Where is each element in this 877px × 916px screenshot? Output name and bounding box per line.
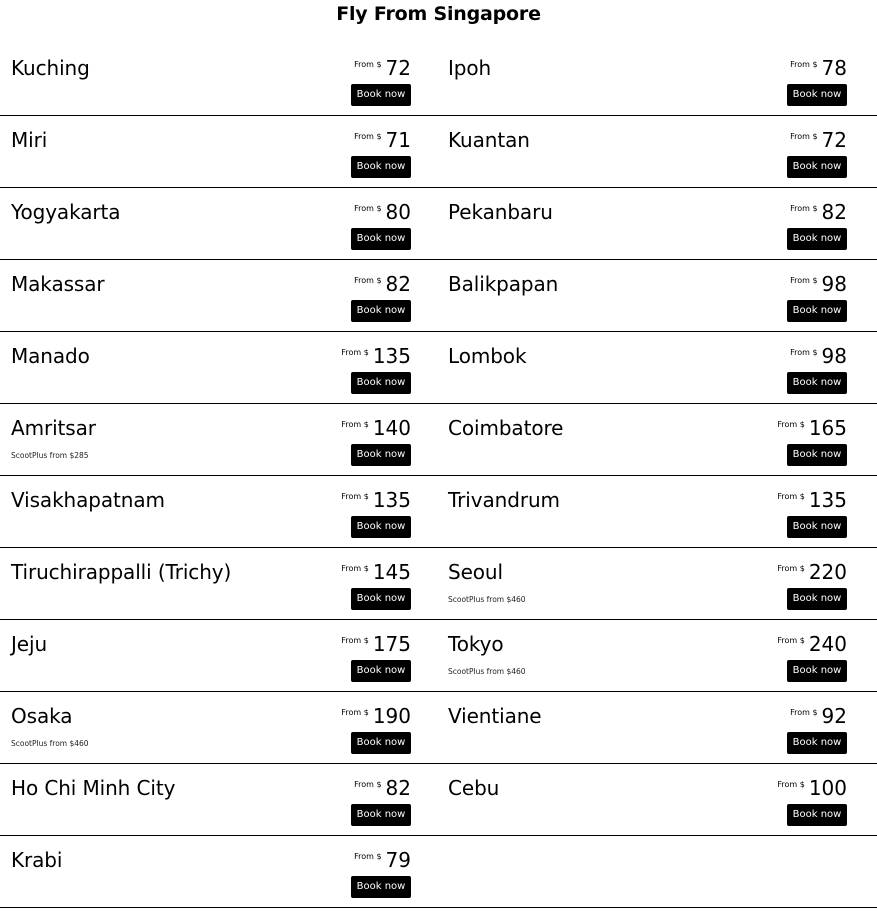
- city-name: Jeju: [11, 632, 48, 656]
- from-label: From $: [777, 636, 805, 645]
- price-value: 72: [385, 56, 411, 80]
- book-now-button[interactable]: Book now: [351, 804, 411, 826]
- destination-card: [437, 692, 877, 763]
- book-now-button[interactable]: Book now: [787, 156, 847, 178]
- from-label: From $: [354, 60, 382, 69]
- price-box: [341, 632, 411, 656]
- price-box: [790, 272, 847, 296]
- destination-row: [0, 188, 877, 260]
- destination-row: [0, 476, 877, 548]
- book-now-button[interactable]: Book now: [351, 444, 411, 466]
- destination-row: [0, 116, 877, 188]
- book-now-button[interactable]: Book now: [787, 228, 847, 250]
- price-box: [354, 272, 411, 296]
- destination-row: [0, 836, 877, 908]
- price-box: [777, 560, 847, 584]
- city-name: Lombok: [448, 344, 527, 368]
- destination-card: [0, 44, 437, 115]
- book-now-button[interactable]: Book now: [351, 372, 411, 394]
- price-value: 82: [821, 200, 847, 224]
- price-box: [777, 776, 847, 800]
- book-now-button[interactable]: Book now: [787, 372, 847, 394]
- book-now-button[interactable]: Book now: [787, 588, 847, 610]
- price-box: [354, 776, 411, 800]
- price-box: [341, 488, 411, 512]
- price-box: [790, 56, 847, 80]
- city-name: Balikpapan: [448, 272, 559, 296]
- city-name: Trivandrum: [448, 488, 560, 512]
- price-box: [354, 200, 411, 224]
- page-title: Fly From Singapore: [336, 3, 541, 25]
- price-box: [341, 416, 411, 440]
- destination-grid: [0, 44, 877, 908]
- destination-row: [0, 692, 877, 764]
- from-label: From $: [790, 60, 818, 69]
- destination-card: [0, 620, 437, 691]
- destination-card: [437, 404, 877, 475]
- price-value: 71: [385, 128, 411, 152]
- price-value: 135: [808, 488, 847, 512]
- book-now-button[interactable]: Book now: [351, 516, 411, 538]
- book-now-button[interactable]: Book now: [787, 804, 847, 826]
- price-value: 240: [808, 632, 847, 656]
- price-box: [354, 128, 411, 152]
- city-name: Pekanbaru: [448, 200, 553, 224]
- destination-card: [0, 476, 437, 547]
- from-label: From $: [354, 204, 382, 213]
- book-now-button[interactable]: Book now: [787, 516, 847, 538]
- city-name: Coimbatore: [448, 416, 564, 440]
- destination-row: [0, 260, 877, 332]
- price-value: 79: [385, 848, 411, 872]
- price-value: 135: [372, 488, 411, 512]
- city-name: Osaka: [11, 704, 73, 728]
- book-now-button[interactable]: Book now: [351, 876, 411, 898]
- book-now-button[interactable]: Book now: [787, 300, 847, 322]
- from-label: From $: [341, 636, 369, 645]
- book-now-button[interactable]: Book now: [351, 156, 411, 178]
- city-name: Visakhapatnam: [11, 488, 165, 512]
- from-label: From $: [341, 708, 369, 717]
- from-label: From $: [790, 708, 818, 717]
- from-label: From $: [790, 204, 818, 213]
- city-name: Manado: [11, 344, 90, 368]
- price-value: 165: [808, 416, 847, 440]
- destination-card: [437, 116, 877, 187]
- from-label: From $: [354, 132, 382, 141]
- book-now-button[interactable]: Book now: [351, 732, 411, 754]
- from-label: From $: [341, 492, 369, 501]
- destination-card: [0, 260, 437, 331]
- city-name: Cebu: [448, 776, 500, 800]
- price-value: 72: [821, 128, 847, 152]
- price-box: [341, 344, 411, 368]
- from-label: From $: [777, 420, 805, 429]
- destination-card: [0, 692, 437, 763]
- destination-card: [437, 44, 877, 115]
- price-box: [341, 560, 411, 584]
- price-value: 135: [372, 344, 411, 368]
- city-name: Kuantan: [448, 128, 530, 152]
- destination-card: [0, 548, 437, 619]
- price-box: [354, 848, 411, 872]
- from-label: From $: [790, 348, 818, 357]
- book-now-button[interactable]: Book now: [351, 588, 411, 610]
- book-now-button[interactable]: Book now: [351, 228, 411, 250]
- destination-row: [0, 548, 877, 620]
- price-value: 82: [385, 776, 411, 800]
- destination-card: [0, 116, 437, 187]
- price-box: [341, 704, 411, 728]
- destination-card: [437, 188, 877, 259]
- destination-card: [437, 548, 877, 619]
- price-value: 78: [821, 56, 847, 80]
- city-name: Amritsar: [11, 416, 96, 440]
- from-label: From $: [777, 564, 805, 573]
- destination-card: [437, 764, 877, 835]
- destination-row: [0, 44, 877, 116]
- price-value: 98: [821, 344, 847, 368]
- price-value: 145: [372, 560, 411, 584]
- price-value: 80: [385, 200, 411, 224]
- book-now-button[interactable]: Book now: [787, 660, 847, 682]
- city-name: Yogyakarta: [11, 200, 121, 224]
- price-box: [777, 416, 847, 440]
- destination-card: [437, 620, 877, 691]
- book-now-button[interactable]: Book now: [787, 84, 847, 106]
- price-box: [354, 56, 411, 80]
- price-box: [790, 128, 847, 152]
- book-now-button[interactable]: Book now: [351, 84, 411, 106]
- city-name: Miri: [11, 128, 48, 152]
- price-box: [790, 344, 847, 368]
- from-label: From $: [790, 132, 818, 141]
- price-value: 98: [821, 272, 847, 296]
- city-name: Ho Chi Minh City: [11, 776, 176, 800]
- book-now-button[interactable]: Book now: [351, 300, 411, 322]
- from-label: From $: [354, 852, 382, 861]
- price-value: 82: [385, 272, 411, 296]
- destination-card: [437, 476, 877, 547]
- price-box: [777, 632, 847, 656]
- price-value: 175: [372, 632, 411, 656]
- destination-row: [0, 620, 877, 692]
- from-label: From $: [354, 276, 382, 285]
- destination-card: [0, 764, 437, 835]
- city-name: Krabi: [11, 848, 63, 872]
- price-box: [790, 704, 847, 728]
- price-value: 190: [372, 704, 411, 728]
- city-name: Ipoh: [448, 56, 492, 80]
- from-label: From $: [341, 420, 369, 429]
- price-value: 100: [808, 776, 847, 800]
- destination-row: [0, 404, 877, 476]
- price-value: 92: [821, 704, 847, 728]
- destination-card: [0, 404, 437, 475]
- city-name: Vientiane: [448, 704, 542, 728]
- scootplus-note: ScootPlus from $285: [11, 451, 89, 460]
- scootplus-note: ScootPlus from $460: [11, 739, 89, 748]
- from-label: From $: [790, 276, 818, 285]
- destination-row: [0, 332, 877, 404]
- city-name: Tokyo: [448, 632, 504, 656]
- destination-row: [0, 764, 877, 836]
- city-name: Seoul: [448, 560, 503, 584]
- city-name: Tiruchirappalli (Trichy): [11, 560, 232, 584]
- empty-cell: [437, 836, 877, 907]
- from-label: From $: [354, 780, 382, 789]
- book-now-button[interactable]: Book now: [351, 660, 411, 682]
- destination-card: [437, 260, 877, 331]
- from-label: From $: [341, 564, 369, 573]
- city-name: Kuching: [11, 56, 90, 80]
- destination-card: [0, 332, 437, 403]
- price-value: 140: [372, 416, 411, 440]
- from-label: From $: [341, 348, 369, 357]
- price-box: [777, 488, 847, 512]
- destination-card: [437, 332, 877, 403]
- book-now-button[interactable]: Book now: [787, 444, 847, 466]
- book-now-button[interactable]: Book now: [787, 732, 847, 754]
- destination-card: [0, 836, 437, 907]
- scootplus-note: ScootPlus from $460: [448, 595, 526, 604]
- scootplus-note: ScootPlus from $460: [448, 667, 526, 676]
- from-label: From $: [777, 492, 805, 501]
- price-box: [790, 200, 847, 224]
- from-label: From $: [777, 780, 805, 789]
- city-name: Makassar: [11, 272, 105, 296]
- destination-card: [0, 188, 437, 259]
- price-value: 220: [808, 560, 847, 584]
